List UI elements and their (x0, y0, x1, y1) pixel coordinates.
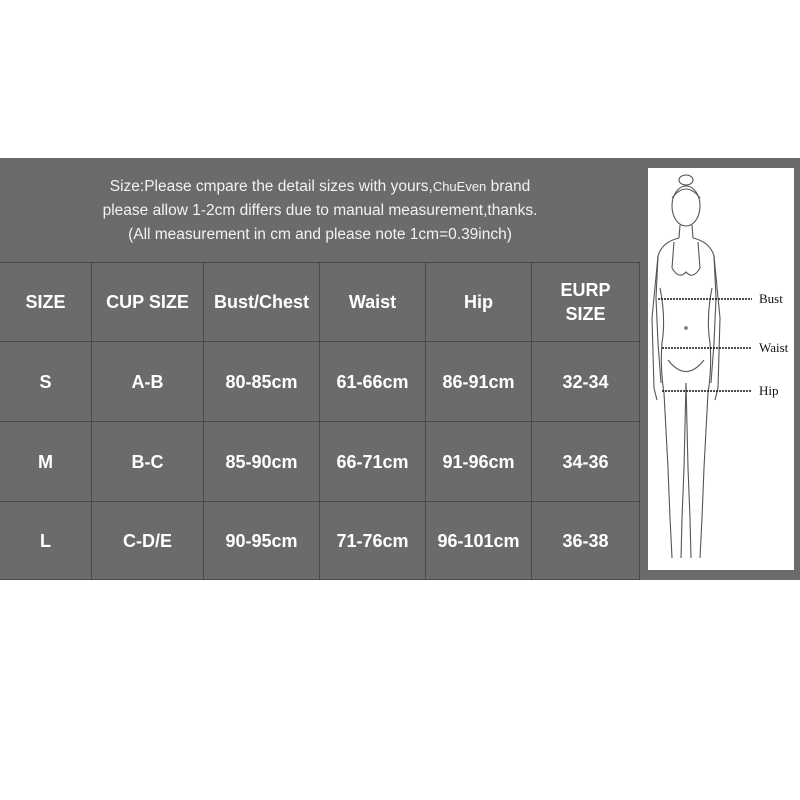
size-chart (0, 158, 800, 580)
cell-cup-size: B-C (92, 422, 204, 502)
cell-waist: 71-76cm (320, 502, 426, 580)
cell-hip: 96-101cm (426, 502, 532, 580)
cell-bust: 90-95cm (204, 502, 320, 580)
cell-size: L (0, 502, 92, 580)
cell-waist: 61-66cm (320, 342, 426, 422)
bust-label: Bust (759, 291, 783, 306)
notice-line-1-text: Size:Please cmpare the detail sizes with yours, (109, 178, 433, 195)
body-outline-illustration (648, 168, 794, 570)
header-waist: Waist (320, 262, 426, 342)
cell-eurp-size: 36-38 (532, 502, 640, 580)
cell-bust: 80-85cm (204, 342, 320, 422)
header-cup-size: CUP SIZE (92, 262, 204, 342)
notice-line-1 (0, 175, 640, 199)
notice-line-3: (All measurement in cm and please note 1cm=0.39inch) (128, 226, 512, 243)
cell-eurp-size: 32-34 (532, 342, 640, 422)
cell-cup-size: C-D/E (92, 502, 204, 580)
cell-size: S (0, 342, 92, 422)
notice-line-2: please allow 1-2cm differs due to manual measurement,thanks. (102, 202, 538, 219)
cell-hip: 86-91cm (426, 342, 532, 422)
cell-eurp-size: 34-36 (532, 422, 640, 502)
cell-cup-size: A-B (92, 342, 204, 422)
body-figure (648, 168, 794, 570)
brand-name: ChuEven (432, 179, 487, 194)
header-bust-chest: Bust/Chest (204, 262, 320, 342)
measurement-figure-panel (642, 158, 800, 580)
size-table-area (0, 158, 640, 580)
hip-label: Hip (759, 383, 779, 398)
cell-size: M (0, 422, 92, 502)
cell-hip: 91-96cm (426, 422, 532, 502)
cell-waist: 66-71cm (320, 422, 426, 502)
notice-line-1-suffix: brand (486, 178, 531, 195)
header-hip: Hip (426, 262, 532, 342)
header-eurp-size: EURP SIZE (532, 262, 640, 342)
waist-label: Waist (759, 340, 789, 355)
cell-bust: 85-90cm (204, 422, 320, 502)
size-notice (0, 158, 640, 263)
header-size: SIZE (0, 262, 92, 342)
size-grid (0, 262, 640, 580)
